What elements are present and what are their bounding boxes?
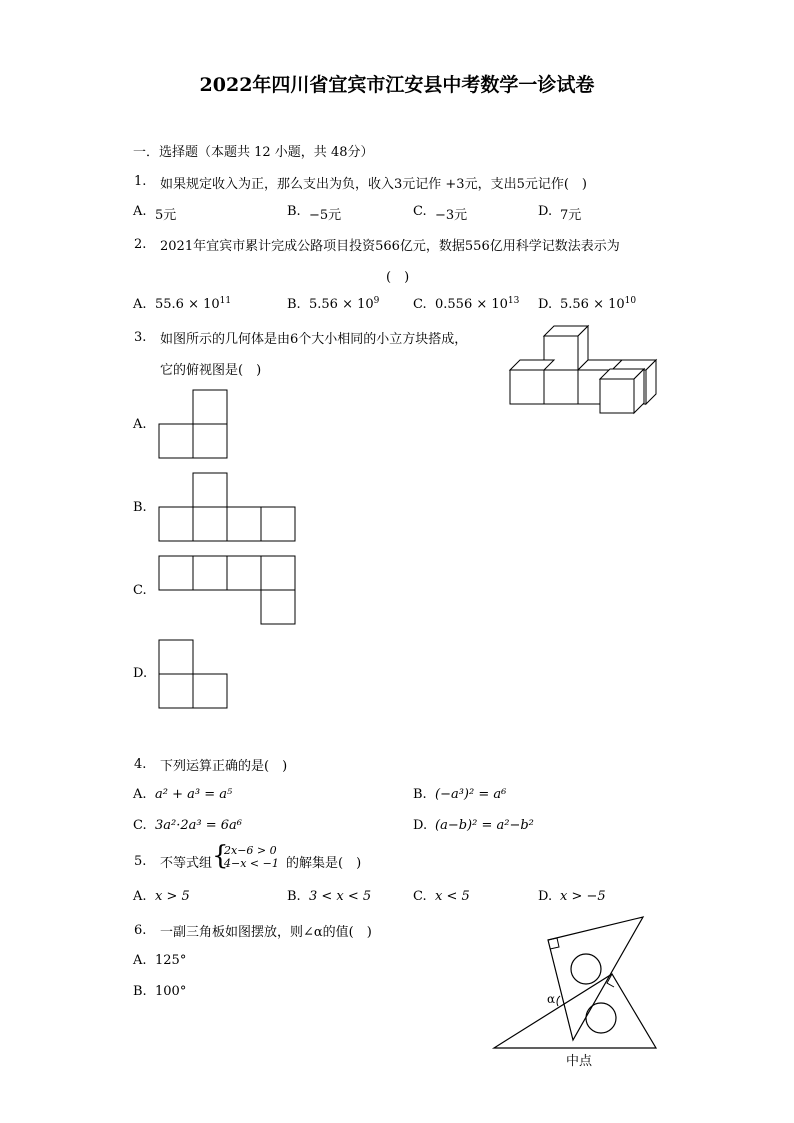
- midpoint-label: 中点: [566, 1054, 593, 1069]
- option-a-label: A.: [133, 297, 147, 312]
- section-heading: 一．选择题（本题共 12 小题，共 48分）: [133, 145, 374, 160]
- angle-alpha-label: α: [547, 992, 556, 1006]
- option-c-label: C.: [133, 583, 147, 598]
- question-stem: 下列运算正确的是( ): [160, 759, 288, 774]
- option-c-text: $0.556 \times 10^{13}$: [435, 296, 520, 312]
- option-a-text: 5元: [155, 208, 177, 223]
- question-number: 6.: [134, 923, 147, 938]
- question-number: 3.: [134, 330, 147, 345]
- option-b-label: B.: [287, 889, 301, 904]
- option-a-text: x > 5: [155, 889, 190, 904]
- cube-stack-figure: [508, 324, 660, 416]
- option-c-label: C.: [413, 297, 427, 312]
- option-b-text: −5元: [309, 208, 342, 223]
- option-a-label: A.: [133, 953, 147, 968]
- option-b-label: B.: [287, 204, 301, 219]
- question-stem-pre: 不等式组: [160, 856, 213, 871]
- option-b-label: B.: [133, 984, 147, 999]
- option-a-label: A.: [133, 204, 147, 219]
- option-a-label: A.: [133, 787, 147, 802]
- question-stem: 2021年宜宾市累计完成公路项目投资566亿元，数据556亿用科学记数法表示为: [160, 239, 620, 254]
- question-stem: 如果规定收入为正，那么支出为负，收入3元记作 +3元，支出5元记作( ): [160, 177, 587, 192]
- system-line-2: 4−x < −1: [224, 857, 279, 870]
- page-title: 2022年四川省宜宾市江安县中考数学一诊试卷: [199, 74, 595, 96]
- option-d-text: x > −5: [560, 889, 606, 904]
- option-d-text: 7元: [560, 208, 582, 223]
- option-b-label: B.: [413, 787, 427, 802]
- option-a-text: $55.6 \times 10^{11}$: [155, 296, 232, 312]
- option-b-label: B.: [287, 297, 301, 312]
- question-stem-line2: 它的俯视图是( ): [160, 363, 262, 378]
- question-number: 4.: [134, 757, 147, 772]
- question-stem-post: 的解集是( ): [286, 856, 362, 871]
- option-a-text: 125°: [155, 953, 187, 968]
- option-a-text: a² + a³ = a⁵: [155, 787, 233, 802]
- option-b-text: $5.56 \times 10^9$: [309, 296, 380, 312]
- question-number: 1.: [134, 174, 147, 189]
- option-b-text: (−a³)² = a⁶: [435, 787, 507, 802]
- option-d-label: D.: [413, 818, 428, 833]
- option-d-figure: [158, 639, 230, 711]
- option-b-text: 3 < x < 5: [309, 889, 372, 904]
- question-number: 5.: [134, 854, 147, 869]
- system-brace: {: [212, 841, 229, 871]
- question-number: 2.: [134, 237, 147, 252]
- option-c-text: x < 5: [435, 889, 470, 904]
- option-d-text: (a−b)² = a²−b²: [435, 818, 534, 833]
- option-b-text: 100°: [155, 984, 187, 999]
- option-c-label: C.: [413, 889, 427, 904]
- answer-bracket: ( ): [386, 270, 410, 285]
- option-a-label: A.: [133, 889, 147, 904]
- option-d-label: D.: [133, 666, 148, 681]
- option-d-label: D.: [538, 204, 553, 219]
- question-stem: 一副三角板如图摆放，则∠α的值( ): [160, 925, 372, 940]
- question-stem: 如图所示的几何体是由6个大小相同的小立方块搭成，: [160, 332, 468, 347]
- option-c-label: C.: [413, 204, 427, 219]
- option-c-text: 3a²·2a³ = 6a⁶: [155, 818, 242, 833]
- option-c-label: C.: [133, 818, 147, 833]
- option-b-figure: [158, 472, 298, 544]
- option-d-label: D.: [538, 297, 553, 312]
- option-c-figure: [158, 555, 298, 627]
- option-d-text: $5.56 \times 10^{10}$: [560, 296, 637, 312]
- option-d-label: D.: [538, 889, 553, 904]
- option-c-text: −3元: [435, 208, 468, 223]
- option-a-figure: [158, 389, 230, 461]
- triangle-set-figure: [488, 910, 668, 1060]
- option-b-label: B.: [133, 500, 147, 515]
- system-line-1: 2x−6 > 0: [224, 844, 277, 857]
- option-a-label: A.: [133, 417, 147, 432]
